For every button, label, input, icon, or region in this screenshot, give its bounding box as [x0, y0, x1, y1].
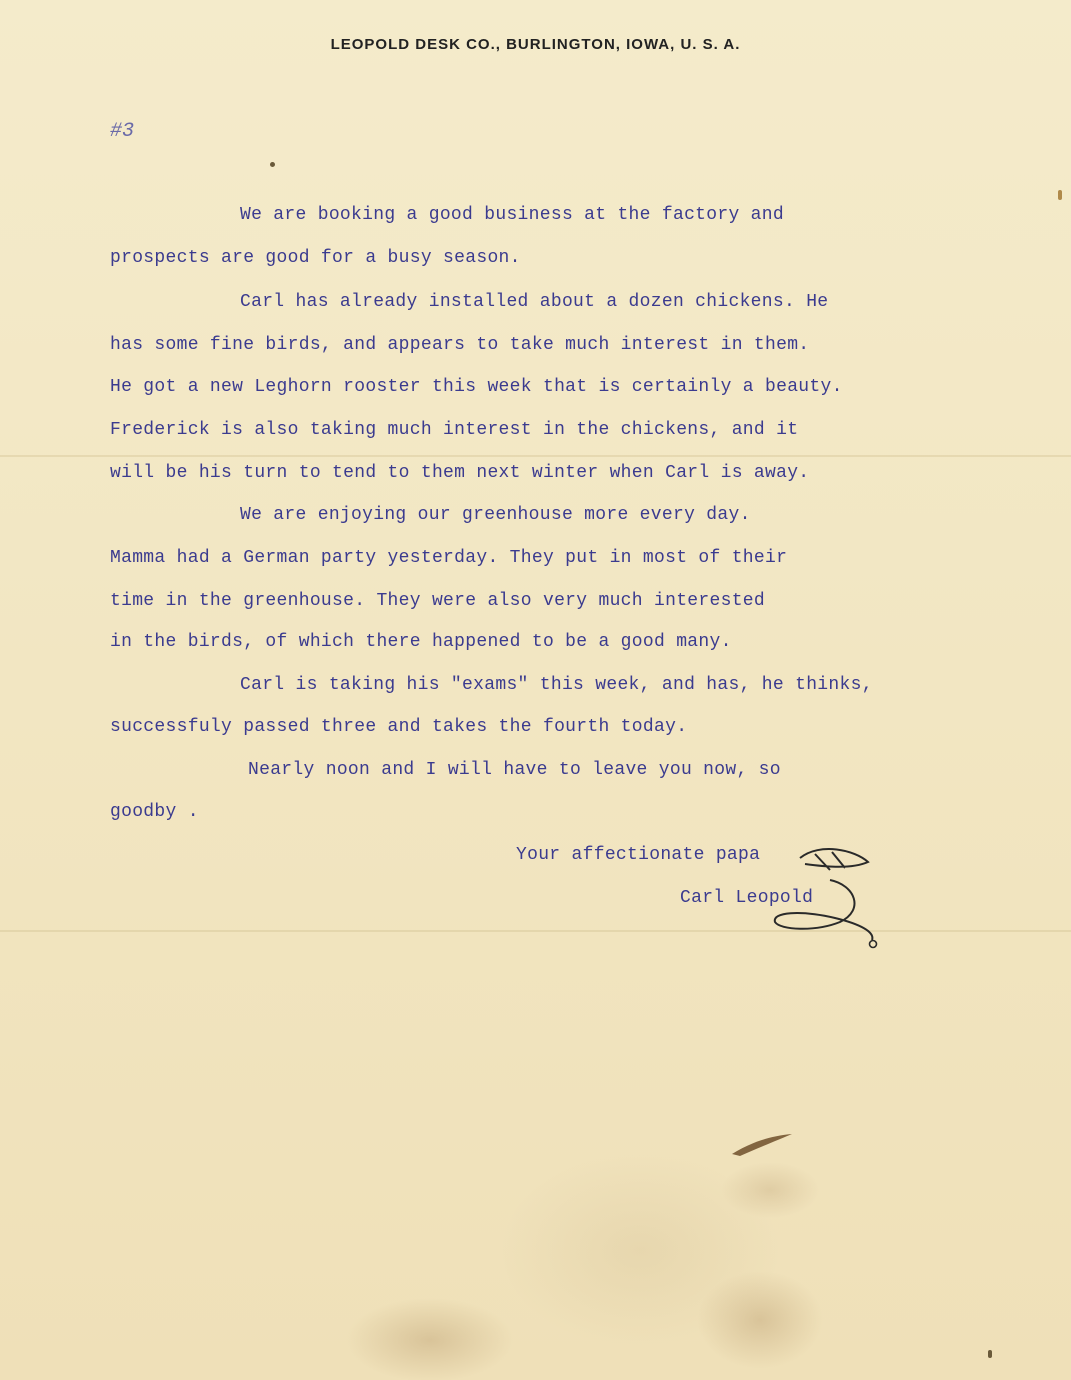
body-line: Carl has already installed about a dozen chickens. He — [240, 292, 829, 312]
body-line: Carl is taking his "exams" this week, and has, he thinks, — [240, 675, 873, 695]
closing-salutation: Your affectionate papa — [516, 845, 761, 865]
body-line: Frederick is also taking much interest in the chickens, and it — [110, 420, 799, 440]
body-line: goodby . — [110, 802, 199, 822]
paper-fold — [0, 930, 1071, 932]
body-line: prospects are good for a busy season. — [110, 248, 521, 268]
body-line: Nearly noon and I will have to leave you now, so — [248, 760, 781, 780]
body-line: He got a new Leghorn rooster this week that is certainly a beauty. — [110, 377, 843, 397]
body-line: We are booking a good business at the factory and — [240, 205, 784, 225]
body-line: We are enjoying our greenhouse more every day. — [240, 505, 751, 525]
signature-flourish-icon — [760, 840, 890, 955]
body-line: time in the greenhouse. They were also very much interested — [110, 591, 766, 611]
ink-spot — [270, 162, 275, 167]
ink-spot — [988, 1350, 992, 1358]
closing-name: Carl Leopold — [680, 888, 814, 908]
body-line: will be his turn to tend to them next winter when Carl is away. — [110, 463, 810, 483]
paper-fold — [0, 455, 1071, 457]
ink-spot — [1058, 190, 1062, 200]
body-line: has some fine birds, and appears to take much interest in them. — [110, 335, 810, 355]
ink-stain-icon — [728, 1128, 798, 1158]
letterhead: LEOPOLD DESK CO., BURLINGTON, IOWA, U. S. A. — [330, 36, 741, 53]
body-line: Mamma had a German party yesterday. They put in most of their — [110, 548, 788, 568]
body-line: successfuly passed three and takes the fourth today. — [110, 717, 688, 737]
page-number: #3 — [110, 120, 135, 143]
body-line: in the birds, of which there happened to be a good many. — [110, 632, 732, 652]
